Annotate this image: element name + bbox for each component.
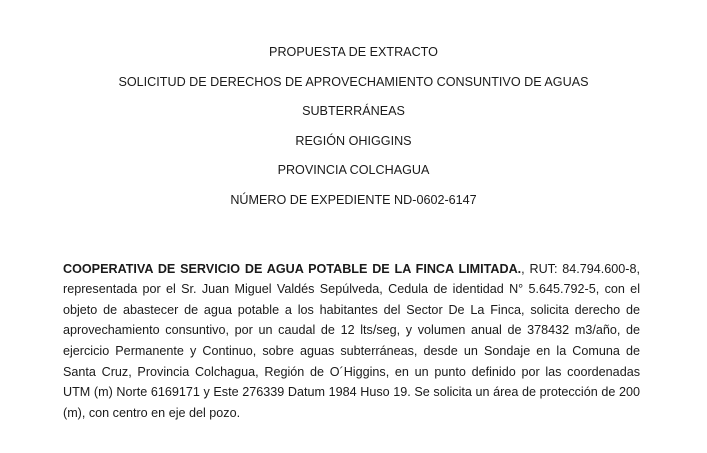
extract-body-paragraph: [63, 259, 640, 424]
heading-province: PROVINCIA COLCHAGUA: [277, 163, 430, 178]
heading-water-type: SUBTERRÁNEAS: [302, 104, 405, 119]
heading-file-number: NÚMERO DE EXPEDIENTE ND-0602-6147: [230, 192, 477, 207]
applicant-name: COOPERATIVA DE SERVICIO DE AGUA POTABLE DE LA FINCA LIMITADA.: [63, 261, 522, 276]
heading-title: PROPUESTA DE EXTRACTO: [269, 45, 438, 59]
extract-heading: [0, 38, 707, 216]
heading-request-type: SOLICITUD DE DERECHOS DE APROVECHAMIENTO CONSUNTIVO DE AGUAS: [118, 74, 589, 89]
heading-region: REGIÓN OHIGGINS: [295, 133, 412, 148]
extract-body-text: , RUT: 84.794.600-8, representada por el Sr. Juan Miguel Valdés Sepúlveda, Cedula de identidad N° 5.645.792-5, con el objeto de abastecer de agua potable a los habitantes del Sector De La Finca, solicita derecho de aprovechamiento consuntivo, por un caudal de 12 lts/seg, y volumen anual de 378432 m3/año, de ejercicio Permanente y Continuo, sobre aguas subterráneas, desde un Sondaje en la Comuna de Santa Cruz, Provincia Colchagua, Región de O´Higgins, en un punto definido por las coordenadas UTM (m) Norte 6169171 y Este 276339 Datum 1984 Huso 19. Se solicita un área de protección de 200 (m), con centro en eje del pozo.: [63, 261, 640, 420]
